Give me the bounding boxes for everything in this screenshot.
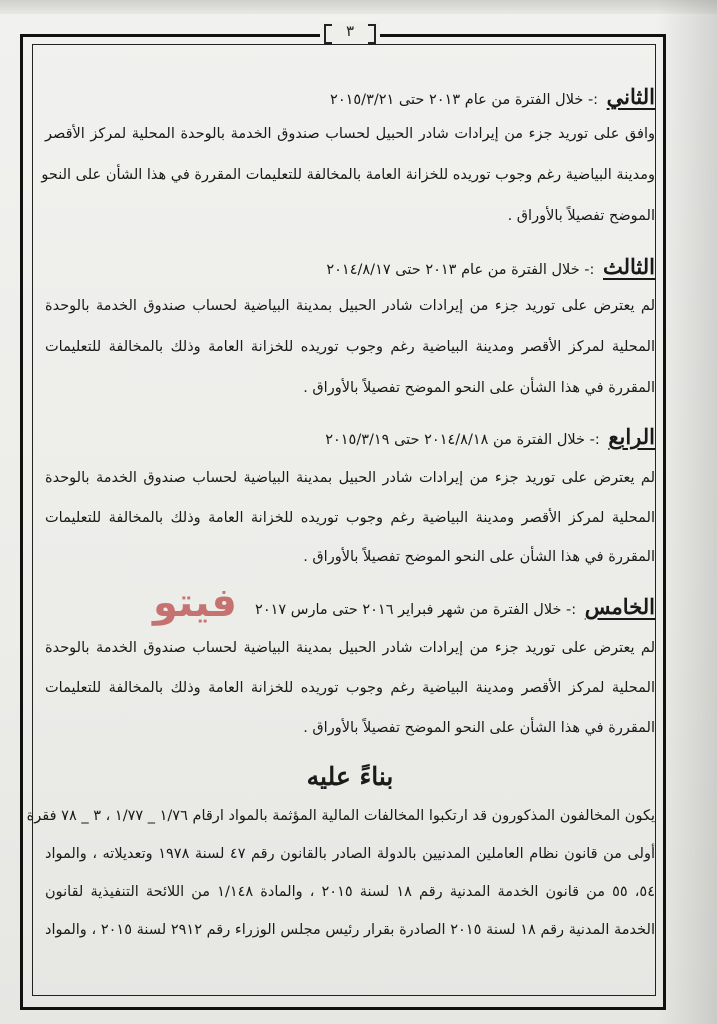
paragraph-line: المقررة في هذا الشأن على النحو الموضح تفصيلاً بالأوراق . [303,380,655,396]
paragraph-line: وافق على توريد جزء من إيرادات شادر الحبيل لحساب صندوق الخدمة بالوحدة المحلية لمركز الأقصر [45,126,655,142]
paragraph-line: الموضح تفصيلاً بالأوراق . [507,208,655,224]
section-heading-text: :- خلال الفترة من عام ٢٠١٣ حتى ٢٠١٥/٣/٢١ [330,92,599,108]
page-number: ٣ [320,22,380,42]
section-heading-fifth [45,594,655,619]
page-right-shadow [657,0,717,1024]
paragraph-line: الخدمة المدنية رقم ١٨ لسنة ٢٠١٥ الصادرة بقرار رئيس مجلس الوزراء رقم ٢٩١٢ لسنة ٢٠١٥ ، والمواد [45,922,655,938]
watermark-logo: فيتو [153,580,237,626]
paragraph-line: المقررة في هذا الشأن على النحو الموضح تفصيلاً بالأوراق . [303,720,655,736]
section-heading-text: :- خلال الفترة من ٢٠١٤/٨/١٨ حتى ٢٠١٥/٣/١٩ [325,432,600,448]
section-heading-text: :- خلال الفترة من شهر فبراير ٢٠١٦ حتى مارس ٢٠١٧ [255,602,577,618]
section-heading-text: :- خلال الفترة من عام ٢٠١٣ حتى ٢٠١٤/٨/١٧ [326,262,595,278]
paragraph-line: لم يعترض على توريد جزء من إيرادات شادر الحبيل بمدينة البياضية لحساب صندوق الخدمة بالوحدة [45,640,655,656]
section-heading-fourth [45,424,655,449]
section-lead-fifth: الخامس [584,594,655,619]
section-heading-third [45,254,655,279]
section-lead-third: الثالث [603,254,655,279]
paragraph-line: ومدينة البياضية رغم وجوب توريده للخزانة العامة بالمخالفة للتعليمات المقررة في هذا الشأن على النحو [41,167,655,183]
paragraph-line: لم يعترض على توريد جزء من إيرادات شادر الحبيل بمدينة البياضية لحساب صندوق الخدمة بالوحدة [45,298,655,314]
paragraph-line: لم يعترض على توريد جزء من إيرادات شادر الحبيل بمدينة البياضية لحساب صندوق الخدمة بالوحدة [45,470,655,486]
page-top-edge [0,0,717,14]
paragraph-line: المحلية لمركز الأقصر ومدينة البياضية رغم وجوب توريده للخزانة العامة وذلك بالمخالفة للتعليمات [45,339,655,355]
paragraph-line: المحلية لمركز الأقصر ومدينة البياضية رغم وجوب توريده للخزانة العامة وذلك بالمخالفة للتعليمات [45,680,655,696]
section-lead-fourth: الرابع [608,424,655,449]
paragraph-line: ٥٤، ٥٥ من قانون الخدمة المدنية رقم ١٨ لسنة ٢٠١٥ ، والمادة ١/١٤٨ من اللائحة التنفيذية لقانون [45,884,655,900]
paragraph-line: يكون المخالفون المذكورون قد ارتكبوا المخالفات المالية المؤثمة بالمواد ارقام ١/٧٦ _ ١/٧٧ ، ٣ _ ٧٨ فقرة [26,808,655,824]
paragraph-line: أولى من قانون نظام العاملين المدنيين بالدولة الصادر بالقانون رقم ٤٧ لسنة ١٩٧٨ وتعديلاته ، والمواد [45,846,655,862]
section-heading-second [45,84,655,109]
conclusion-title: بناءً عليه [306,762,394,791]
paragraph-line: المقررة في هذا الشأن على النحو الموضح تفصيلاً بالأوراق . [303,549,655,565]
section-lead-second: الثاني [606,84,655,109]
paragraph-line: المحلية لمركز الأقصر ومدينة البياضية رغم وجوب توريده للخزانة العامة وذلك بالمخالفة للتعليمات [45,510,655,526]
